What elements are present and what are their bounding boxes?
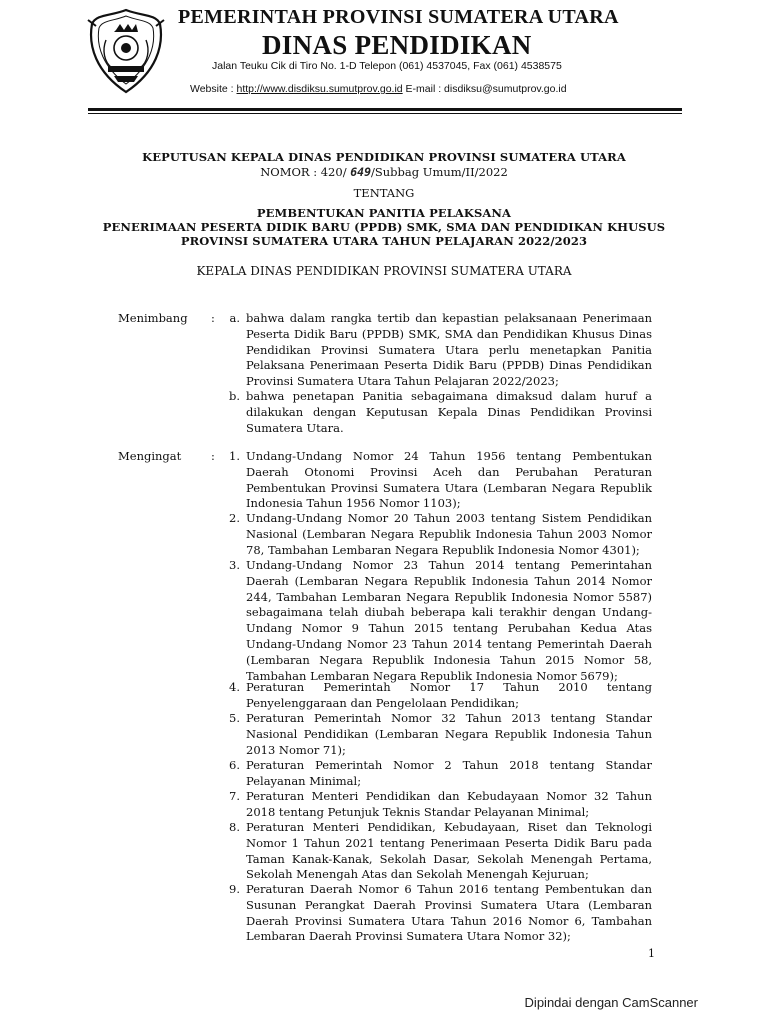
decree-number-prefix: NOMOR : 420/ [260, 165, 351, 179]
decree-number-suffix: /Subbag Umum/II/2022 [371, 165, 508, 179]
tentang-heading: TENTANG [353, 186, 415, 200]
letterhead-government: PEMERINTAH PROVINSI SUMATERA UTARA [178, 6, 619, 28]
email-text: E-mail : disdiksu@sumutprov.go.id [402, 83, 567, 95]
letterhead-rule-thin [88, 113, 682, 114]
mengingat-item-4: Peraturan Pemerintah Nomor 17 Tahun 2010 tentang Penyelenggaraan dan Pengelolaan Pendidikan; [246, 680, 652, 710]
menimbang-colon: : [211, 311, 215, 325]
scanner-watermark: Dipindai dengan CamScanner [524, 995, 698, 1010]
mengingat-marker-1: 1. [229, 449, 240, 463]
mengingat-label: Mengingat [118, 449, 182, 463]
website-label: Website : [190, 83, 237, 95]
mengingat-marker-4: 4. [229, 680, 240, 694]
letterhead-rule-thick [88, 108, 682, 111]
letterhead-address: Jalan Teuku Cik di Tiro No. 1-D Telepon (061) 4537045, Fax (061) 4538575 [212, 60, 562, 72]
mengingat-item-5: Peraturan Pemerintah Nomor 32 Tahun 2013 tentang Standar Nasional Pendidikan (Lembaran Negara Republik Indonesia Tahun 2013 Nomor 71); [246, 711, 652, 757]
website-link[interactable]: http://www.disdiksu.sumutprov.go.id [236, 83, 403, 95]
decree-number [0, 165, 768, 179]
mengingat-item-3: Undang-Undang Nomor 23 Tahun 2014 tentang Pemerintahan Daerah (Lembaran Negara Republik Indonesia Tahun 2014 Nomor 244, Tambahan Lembaran Negara Republik Indonesia Nomor 5587) sebagaimana telah diubah beberapa kali terakhir dengan Undang-Undang Nomor 9 Tahun 2015 tentang Perubahan Kedua Atas Undang-Undang Nomor 23 Tahun 2014 tentang Pemerintah Daerah (Lembaran Negara Republik Indonesia Tahun 2015 Nomor 58, Tambahan Lembaran Negara Republik Indonesia Nomor 5679); [246, 558, 652, 683]
menimbang-item-b: bahwa penetapan Panitia sebagaimana dimaksud dalam huruf a dilakukan dengan Keputusan Kepala Dinas Pendidikan Provinsi Sumatera Utara. [246, 389, 652, 435]
provincial-emblem-logo [86, 6, 166, 96]
mengingat-item-7: Peraturan Menteri Pendidikan dan Kebudayaan Nomor 32 Tahun 2018 tentang Petunjuk Teknis Standar Pelayanan Minimal; [246, 789, 652, 819]
mengingat-item-6: Peraturan Pemerintah Nomor 2 Tahun 2018 tentang Standar Pelayanan Minimal; [246, 758, 652, 788]
subject-line-1: PEMBENTUKAN PANITIA PELAKSANA [256, 206, 512, 220]
menimbang-label: Menimbang [118, 311, 188, 325]
mengingat-marker-7: 7. [229, 789, 240, 803]
mengingat-item-1: Undang-Undang Nomor 24 Tahun 1956 tentang Pembentukan Daerah Otonomi Provinsi Aceh dan Perubahan Peraturan Pembentukan Provinsi Sumatera Utara (Lembaran Negara Republik Indonesia Tahun 1956 Nomor 1103); [246, 449, 652, 511]
mengingat-marker-8: 8. [229, 820, 240, 834]
decree-number-handwritten: 649 [350, 165, 372, 179]
page-number: 1 [648, 947, 655, 960]
subject-line-2: PENERIMAAN PESERTA DIDIK BARU (PPDB) SMK, SMA DAN PENDIDIKAN KHUSUS [102, 220, 666, 234]
mengingat-item-2: Undang-Undang Nomor 20 Tahun 2003 tentang Sistem Pendidikan Nasional (Lembaran Negara Republik Indonesia Tahun 2003 Nomor 78, Tambahan Lembaran Negara Republik Indonesia Nomor 4301); [246, 511, 652, 557]
mengingat-colon: : [211, 449, 215, 463]
mengingat-marker-9: 9. [229, 882, 240, 896]
menimbang-marker-a: a. [229, 311, 240, 325]
letterhead-agency: DINAS PENDIDIKAN [262, 30, 532, 60]
menimbang-marker-b: b. [228, 389, 240, 403]
mengingat-item-8: Peraturan Menteri Pendidikan, Kebudayaan, Riset dan Teknologi Nomor 1 Tahun 2021 tentang Penerimaan Peserta Didik Baru pada Taman Kanak-Kanak, Sekolah Dasar, Sekolah Menengah Pertama, Sekolah Menengah Atas dan Sekolah Menengah Kejuruan; [246, 820, 652, 882]
mengingat-marker-3: 3. [229, 558, 240, 572]
letterhead-contact [190, 83, 567, 95]
issuer-heading: KEPALA DINAS PENDIDIKAN PROVINSI SUMATERA UTARA [196, 264, 572, 278]
menimbang-item-a: bahwa dalam rangka tertib dan kepastian pelaksanaan Penerimaan Peserta Didik Baru (PPDB) SMK, SMA dan Pendidikan Khusus Dinas Pendidikan Provinsi Sumatera Utara perlu menetapkan Panitia Pelaksana Penerimaan Peserta Didik Baru (PPDB) Dinas Pendidikan Provinsi Sumatera Utara Tahun Pelajaran 2022/2023; [246, 311, 652, 389]
mengingat-marker-6: 6. [229, 758, 240, 772]
decree-title: KEPUTUSAN KEPALA DINAS PENDIDIKAN PROVINSI SUMATERA UTARA [142, 150, 626, 164]
mengingat-marker-5: 5. [229, 711, 240, 725]
mengingat-item-9: Peraturan Daerah Nomor 6 Tahun 2016 tentang Pembentukan dan Susunan Perangkat Daerah Provinsi Sumatera Utara (Lembaran Daerah Provinsi Sumatera Utara Tahun 2016 Nomor 6, Tambahan Lembaran Daerah Provinsi Sumatera Utara Nomor 32); [246, 882, 652, 944]
subject-line-3: PROVINSI SUMATERA UTARA TAHUN PELAJARAN 2022/2023 [180, 234, 588, 248]
mengingat-marker-2: 2. [229, 511, 240, 525]
